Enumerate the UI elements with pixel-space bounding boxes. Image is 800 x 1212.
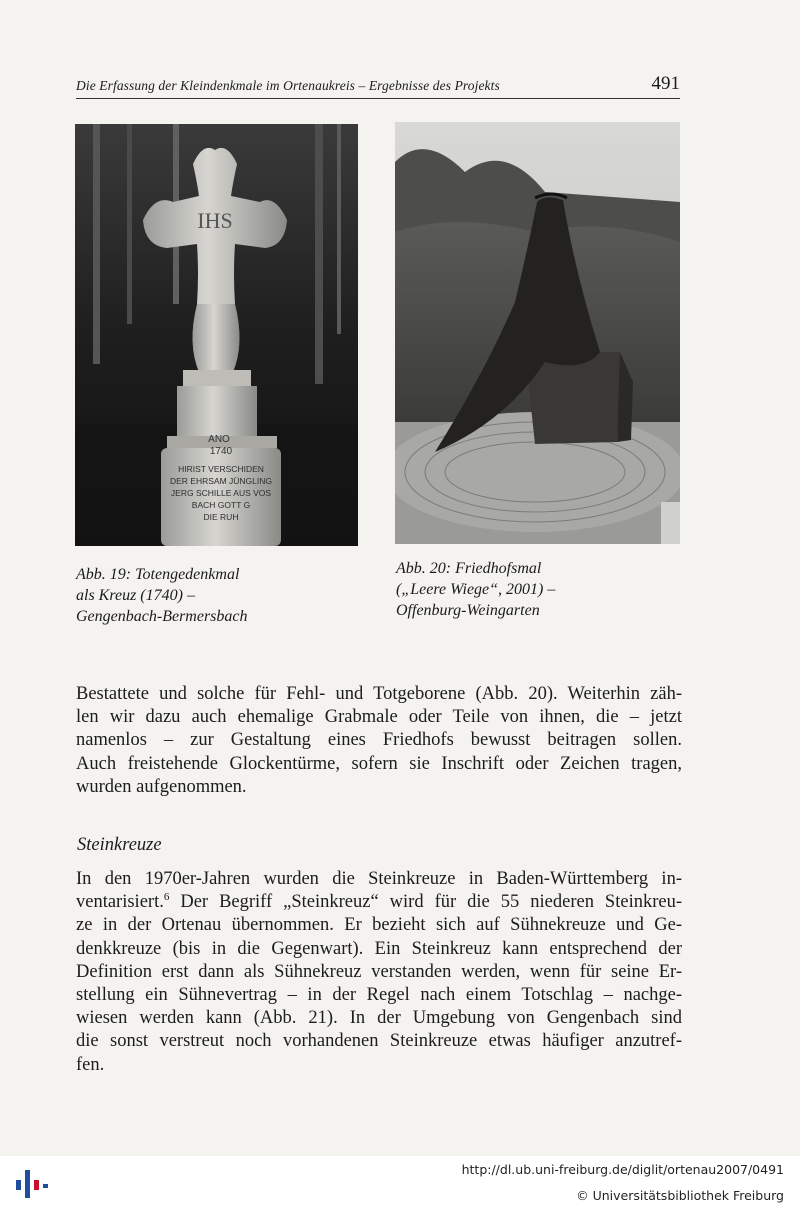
paragraph-2 [76, 868, 682, 1077]
text-line: stellung ein Sühnevertrag – in der Regel nach einem Totschlag – nachge- [76, 984, 682, 1005]
text-line: Bestattete und solche für Fehl- und Totgeborene (Abb. 20). Weiterhin zäh- [76, 684, 682, 704]
copyright-notice: © Universitätsbibliothek Freiburg [576, 1188, 784, 1203]
text-line: namenlos – zur Gestaltung eines Friedhofs bewusst beitragen sollen. [76, 730, 682, 751]
caption-line: Abb. 20: Friedhofsmal [396, 560, 542, 577]
cross-inscription-line: BACH GOTT G [191, 500, 251, 510]
header-title: Die Erfassung der Kleindenkmale im Ortenaukreis – Ergebnisse des Projekts [76, 78, 500, 93]
cross-inscription-line: DER EHRSAM JÜNGLING [169, 476, 273, 486]
cross-inscription-line: JERG SCHILLE AUS VOS [170, 488, 272, 498]
text-line: denkkreuze (bis in die Gegenwart). Ein Steinkreuz kann entsprechend der [76, 938, 682, 959]
figure-19-cross-photo [75, 124, 358, 546]
footnote-marker[interactable]: 6 [163, 891, 170, 904]
text-line: wiesen werden kann (Abb. 21). In der Umgebung von Gengenbach sind [76, 1008, 682, 1029]
cross-year: 1740 [209, 446, 233, 457]
paragraph-1 [76, 683, 682, 799]
caption-line: als Kreuz (1740) – [76, 587, 195, 604]
text-segment: Der Begriff „Steinkreuz“ wird für die 55 niederen Steinkreu- [169, 892, 682, 913]
figure-20-memorial-photo [395, 122, 680, 544]
library-footer [0, 1156, 800, 1212]
cross-year-label: ANO [208, 434, 230, 445]
text-line: ze in der Ortenau übernommen. Er bezieht sich auf Sühnekreuze und Ge- [76, 915, 682, 936]
cross-inscription-line: DIE RUH [203, 512, 239, 522]
text-line-with-footnote [76, 891, 682, 914]
section-heading: Steinkreuze [77, 835, 162, 855]
source-url-link[interactable]: http://dl.ub.uni-freiburg.de/diglit/ortenau2007/0491 [461, 1162, 784, 1177]
page-number: 491 [651, 73, 680, 94]
text-line: len wir dazu auch ehemalige Grabmale oder Teile von ihnen, die – jetzt [76, 707, 682, 728]
text-line: In den 1970er-Jahren wurden die Steinkreuze in Baden-Württemberg in- [76, 869, 682, 889]
library-logo-icon [12, 1166, 52, 1202]
running-header [76, 72, 680, 99]
text-line: Auch freistehende Glockentürme, sofern sie Inschrift oder Zeichen tragen, [76, 753, 682, 774]
cross-inscription-top: IHS [197, 208, 233, 233]
figure-20-caption [396, 558, 686, 621]
text-line: fen. [76, 1054, 105, 1075]
caption-line: Offenburg-Weingarten [396, 602, 540, 619]
text-line: wurden aufgenommen. [76, 776, 247, 797]
caption-line: („Leere Wiege“, 2001) – [396, 581, 556, 598]
caption-line: Abb. 19: Totengedenkmal [76, 566, 240, 583]
text-segment: ventarisiert. [76, 892, 164, 913]
cross-inscription-line: HIRIST VERSCHIDEN [178, 464, 264, 474]
text-line: die sonst verstreut noch vorhandenen Steinkreuze etwas häufiger anzutref- [76, 1031, 682, 1052]
text-line: Definition erst dann als Sühnekreuz verstanden werden, wenn für seine Er- [76, 961, 682, 982]
caption-line: Gengenbach-Bermersbach [76, 608, 248, 625]
figure-19-caption [76, 564, 366, 627]
